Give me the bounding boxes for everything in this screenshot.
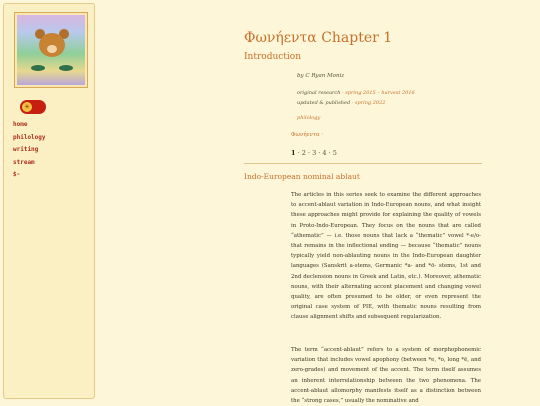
tag-philology[interactable]: philology — [297, 115, 321, 121]
page-subtitle: Introduction — [244, 52, 301, 62]
nav-item-support[interactable]: $- — [13, 171, 21, 178]
pagination — [291, 149, 337, 157]
breadcrumb[interactable]: Φωνήεντα · — [291, 132, 324, 138]
nav-item-writing[interactable]: writing — [13, 146, 39, 153]
sidebar-nav — [13, 119, 46, 182]
page-current: 1 — [291, 149, 296, 157]
nav-item-home[interactable]: home — [13, 121, 28, 128]
page-title: Φωνήεντα Chapter 1 — [244, 30, 393, 46]
paragraph-2: The term “accent-ablaut” refers to a system of morphophonemic variation that includes vowel apophony (between *e, *o, long *ē, and zero-grades) and movement of the accent. The term itself assumes an inherent interrelationship between the two phenomena. The accent-ablaut allomorphy manifests itself as a distinction between the “strong cases,” usually the nominative and — [291, 347, 481, 405]
original-research-line — [297, 90, 415, 96]
byline: by C Ryan Moniz — [297, 73, 345, 79]
avatar — [14, 12, 88, 88]
nav-item-stream[interactable]: stream — [13, 158, 35, 166]
original-research-label: original research — [297, 90, 341, 96]
paragraph-1: The articles in this series seek to examine the different approaches to accent-ablaut variation in Indo-European nouns, and what insight these approaches might provide for explaining the quality of vowels in Proto-Indo-European. They focus on the nouns that are called “athematic” — i.e. those nouns that lack a “thematic” vowel *-e/o- that remains in the inflectional ending — because “thematic” nouns typically yield non-ablauting nouns in the Indo-European daughter languages (Sanskrit a-stems, Germanic *a- and *ō- stems, 1st and 2nd declension nouns in Greek and Latin, etc.). Moreover, athematic nouns, with their alternating accent placement and changing vowel quality, are often presumed to be older, or even represent the original case system of PIE, with thematic nouns resulting from clause alignment shifts and subsequent regularization. — [291, 192, 481, 321]
section-title: Indo-European nominal ablaut — [244, 172, 360, 181]
sun-icon: ☀ — [23, 103, 31, 111]
original-research-dates: · spring 2015 – harvest 2016 — [342, 90, 415, 96]
theme-toggle[interactable] — [20, 100, 46, 114]
page-links[interactable]: · 2 · 3 · 4 · 5 — [295, 149, 337, 157]
updated-line — [297, 100, 385, 106]
sidebar — [3, 3, 95, 399]
divider — [244, 163, 482, 164]
updated-label: updated & published — [297, 100, 351, 106]
updated-dates: · spring 2022 — [351, 100, 386, 106]
nav-item-philology[interactable]: philology — [13, 133, 46, 141]
bear-avatar-image — [17, 15, 85, 85]
